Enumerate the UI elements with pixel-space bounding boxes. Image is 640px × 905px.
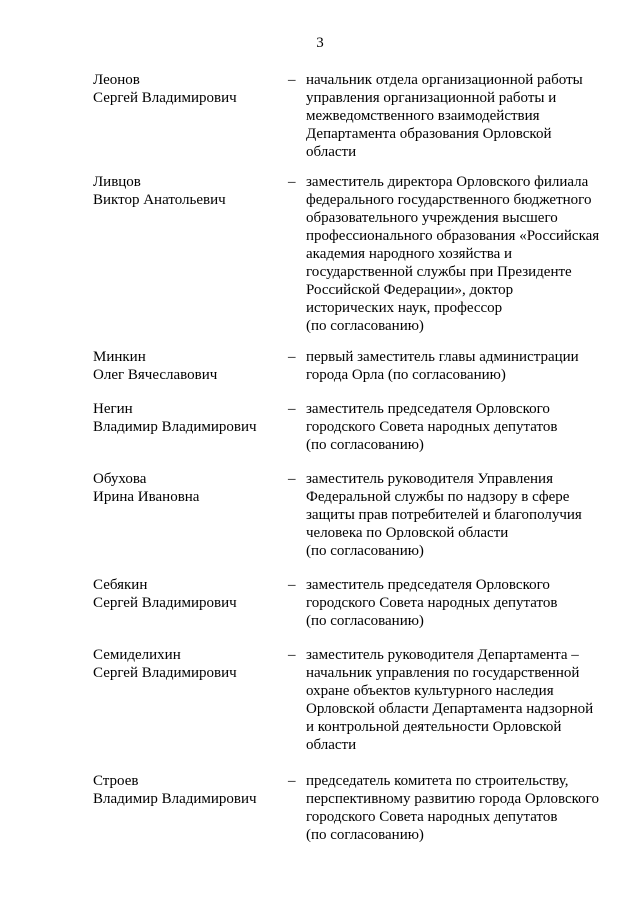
- member-role: [306, 348, 616, 384]
- member-role-line: начальник управления по государственной: [306, 665, 580, 681]
- member-role-line: (по согласованию): [306, 543, 424, 559]
- member-surname: Минкин: [93, 349, 146, 365]
- member-name: [93, 173, 283, 209]
- member-surname: Обухова: [93, 471, 147, 487]
- member-dash: –: [288, 471, 296, 487]
- member-role-line: Федеральной службы по надзору в сфере: [306, 489, 570, 505]
- member-role-line: области: [306, 144, 357, 160]
- member-role: [306, 576, 616, 630]
- member-role-line: председатель комитета по строительству,: [306, 773, 569, 789]
- member-role-line: городского Совета народных депутатов: [306, 809, 558, 825]
- member-role-line: заместитель руководителя Управления: [306, 471, 553, 487]
- member-surname: Ливцов: [93, 174, 141, 190]
- member-role-line: федерального государственного бюджетного: [306, 192, 592, 208]
- member-role: [306, 71, 616, 161]
- member-given-names: Виктор Анатольевич: [93, 192, 226, 208]
- member-role-line: исторических наук, профессор: [306, 300, 503, 316]
- member-role-line: города Орла (по согласованию): [306, 367, 506, 383]
- member-name: [93, 71, 283, 107]
- member-given-names: Сергей Владимирович: [93, 595, 237, 611]
- member-name: [93, 348, 283, 384]
- member-role-line: заместитель руководителя Департамента –: [306, 647, 579, 663]
- member-role-line: Орловской области Департамента надзорной: [306, 701, 594, 717]
- member-role-line: государственной службы при Президенте: [306, 264, 572, 280]
- member-role: [306, 400, 616, 454]
- member-dash: –: [288, 647, 296, 663]
- member-role-line: межведомственного взаимодействия: [306, 108, 540, 124]
- member-dash: –: [288, 401, 296, 417]
- page-number: 3: [316, 35, 324, 51]
- member-dash: –: [288, 577, 296, 593]
- member-role: [306, 646, 616, 754]
- member-role-line: профессионального образования «Российская: [306, 228, 600, 244]
- member-role-line: заместитель председателя Орловского: [306, 401, 550, 417]
- member-given-names: Владимир Владимирович: [93, 419, 257, 435]
- member-name: [93, 470, 283, 506]
- member-given-names: Олег Вячеславович: [93, 367, 218, 383]
- member-role: [306, 173, 616, 335]
- member-role-line: академия народного хозяйства и: [306, 246, 513, 262]
- member-surname: Леонов: [93, 72, 140, 88]
- member-role-line: перспективному развитию города Орловского: [306, 791, 599, 807]
- member-role-line: управления организационной работы и: [306, 90, 557, 106]
- member-role-line: области: [306, 737, 357, 753]
- member-role-line: (по согласованию): [306, 827, 424, 843]
- member-name: [93, 772, 283, 808]
- member-dash: –: [288, 349, 296, 365]
- member-name: [93, 576, 283, 612]
- member-role-line: заместитель директора Орловского филиала: [306, 174, 589, 190]
- member-given-names: Ирина Ивановна: [93, 489, 200, 505]
- member-role-line: и контрольной деятельности Орловской: [306, 719, 562, 735]
- member-role-line: человека по Орловской области: [306, 525, 509, 541]
- member-role-line: первый заместитель главы администрации: [306, 349, 579, 365]
- member-role-line: (по согласованию): [306, 437, 424, 453]
- member-given-names: Сергей Владимирович: [93, 665, 237, 681]
- member-surname: Семиделихин: [93, 647, 181, 663]
- member-role-line: городского Совета народных депутатов: [306, 419, 558, 435]
- member-role-line: начальник отдела организационной работы: [306, 72, 583, 88]
- member-name: [93, 646, 283, 682]
- member-given-names: Владимир Владимирович: [93, 791, 257, 807]
- member-role-line: (по согласованию): [306, 318, 424, 334]
- member-role-line: городского Совета народных депутатов: [306, 595, 558, 611]
- member-surname: Строев: [93, 773, 139, 789]
- member-role-line: охране объектов культурного наследия: [306, 683, 554, 699]
- member-role: [306, 772, 616, 844]
- member-dash: –: [288, 174, 296, 190]
- member-role-line: защиты прав потребителей и благополучия: [306, 507, 582, 523]
- member-given-names: Сергей Владимирович: [93, 90, 237, 106]
- member-role-line: (по согласованию): [306, 613, 424, 629]
- member-surname: Себякин: [93, 577, 148, 593]
- member-role-line: образовательного учреждения высшего: [306, 210, 558, 226]
- member-name: [93, 400, 283, 436]
- member-surname: Негин: [93, 401, 133, 417]
- member-dash: –: [288, 72, 296, 88]
- member-dash: –: [288, 773, 296, 789]
- member-role: [306, 470, 616, 560]
- member-role-line: заместитель председателя Орловского: [306, 577, 550, 593]
- member-role-line: Российской Федерации», доктор: [306, 282, 514, 298]
- member-role-line: Департамента образования Орловской: [306, 126, 552, 142]
